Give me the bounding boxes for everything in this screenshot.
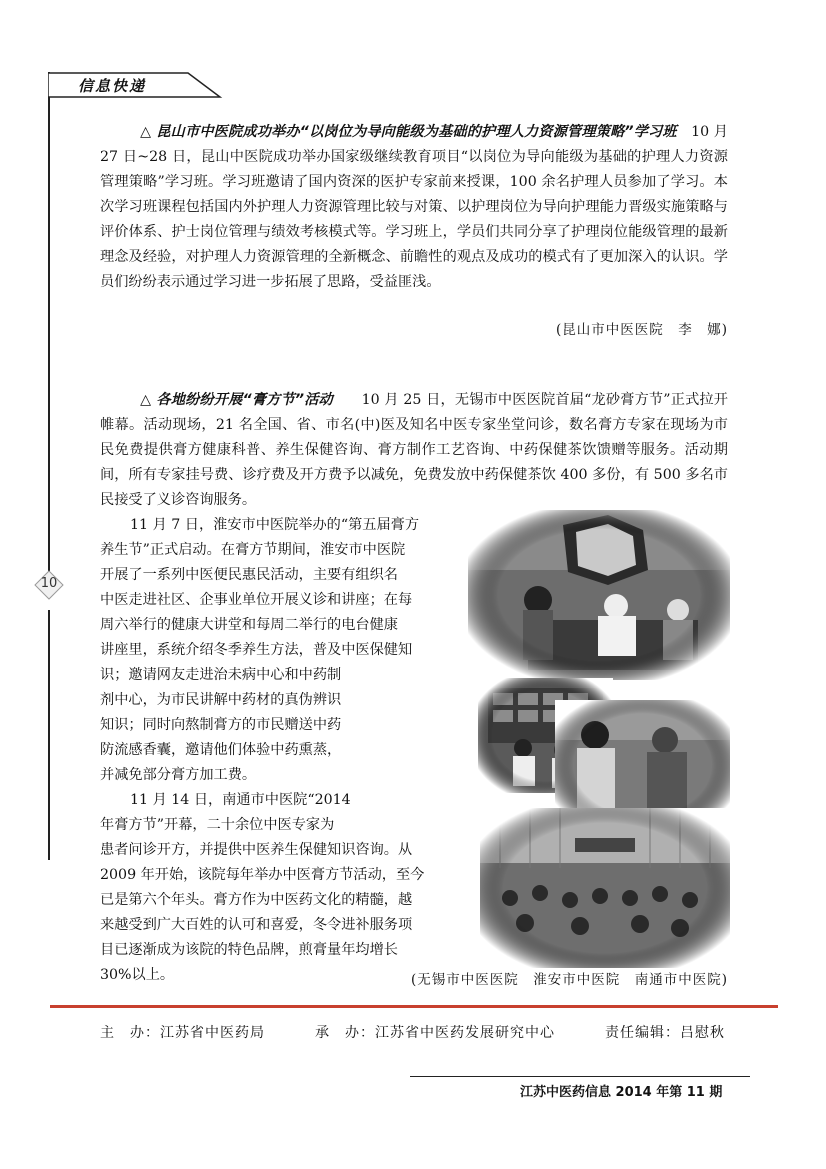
text-line: 患者问诊开方，并提供中医养生保健知识咨询。从 [100, 842, 413, 858]
text-line: 来越受到广大百姓的认可和喜爱，冬令进补服务项 [100, 917, 413, 933]
article1 [100, 120, 728, 295]
text-line: 目已逐渐成为该院的特色品牌，煎膏量年均增长 [100, 942, 398, 958]
text-line: 30%以上。 [100, 967, 175, 983]
article2-p1: 10 月 25 日，无锡市中医医院首届“龙砂膏方节”正式拉开帷幕。活动现场，21 名全国、省、市名(中)医及知名中医专家坐堂问诊，数名膏方专家在现场为市民免费提供膏方健康科普、养生保健咨询、膏方制作工艺咨询、中药保健茶饮馈赠等服务。活动期间，所有专家挂号费、诊疗费及开方费予以减免，免费发放中药保健茶饮 400 多份，有 500 多名市民接受了义诊咨询服务。 [100, 392, 728, 508]
margin-rule-top [48, 72, 50, 582]
section-tab-label: 信息快递 [78, 77, 147, 95]
article2-p3 [100, 788, 490, 988]
article1-heading: △ 昆山市中医院成功举办“以岗位为导向能级为基础的护理人力资源管理策略”学习班 [140, 124, 677, 140]
text-line: 养生节”正式启动。在膏方节期间，淮安市中医院 [100, 542, 406, 558]
article1-credit: (昆山市中医医院 李 娜) [555, 322, 728, 338]
article2-credit: (无锡市中医医院 淮安市中医院 南通市中医院) [410, 972, 728, 988]
text-line: 讲座里，系统介绍冬季养生方法，普及中医保健知 [100, 642, 413, 658]
article2-heading: △ 各地纷纷开展“膏方节”活动 [140, 392, 333, 408]
text-line: 11 月 14 日，南通市中医院“2014 [130, 792, 351, 808]
page-number: 10 [40, 576, 58, 591]
text-line: 11 月 7 日，淮安市中医院举办的“第五届膏方 [130, 517, 420, 533]
text-line: 开展了一系列中医便民惠民活动，主要有组织名 [100, 567, 398, 583]
text-line: 2009 年开始，该院每年举办中医膏方节活动，至今 [100, 867, 425, 883]
text-line: 防流感香囊，邀请他们体验中药熏蒸， [100, 742, 342, 758]
article1-body: 10 月 27 日~28 日，昆山中医院成功举办国家级继续教育项目“以岗位为导向能级为基础的护理人力资源管理策略”学习班。学习班邀请了国内资深的医护专家前来授课，100 余名护理人员参加了学习。本次学习班课程包括国内外护理人力资源管理比较与对策、以护理岗位为导向护理能力晋级实施策略与评价体系、护士岗位管理与绩效考核模式等。学习班上，学员们共同分享了护理岗位能级管理的最新理念及经验，对护理人力资源管理的全新概念、前瞻性的观点及成功的模式有了更加深入的认识。学员们纷纷表示通过学习进一步拓展了思路，受益匪浅。 [100, 124, 728, 290]
text-line: 已是第六个年头。膏方作为中医药文化的精髓，越 [100, 892, 413, 908]
footer-host: 主 办：江苏省中医药局 [100, 1025, 265, 1041]
footer-organizer: 承 办：江苏省中医药发展研究中心 [315, 1025, 555, 1041]
text-line: 周六举行的健康大讲堂和每周二举行的电台健康 [100, 617, 398, 633]
text-line: 并减免部分膏方加工费。 [100, 767, 257, 783]
photo-hall-crowd [480, 808, 730, 968]
photo-consultation [468, 510, 730, 680]
journal-issue: 江苏中医药信息 2014 年第 11 期 [520, 1085, 723, 1100]
text-line: 年膏方节”开幕，二十余位中医专家为 [100, 817, 335, 833]
article2-intro [100, 388, 728, 513]
footer-editor: 责任编辑：吕慰秋 [605, 1025, 725, 1041]
article2-p2 [100, 513, 480, 788]
journal-rule [410, 1076, 750, 1077]
text-line: 知识；同时向熬制膏方的市民赠送中药 [100, 717, 342, 733]
text-line: 识；邀请网友走进治未病中心和中药制 [100, 667, 342, 683]
text-line: 剂中心，为市民讲解中药材的真伪辨识 [100, 692, 342, 708]
text-line: 中医走进社区、企事业单位开展义诊和讲座；在每 [100, 592, 413, 608]
margin-rule-bottom [48, 610, 50, 860]
footer-divider [50, 1005, 778, 1008]
